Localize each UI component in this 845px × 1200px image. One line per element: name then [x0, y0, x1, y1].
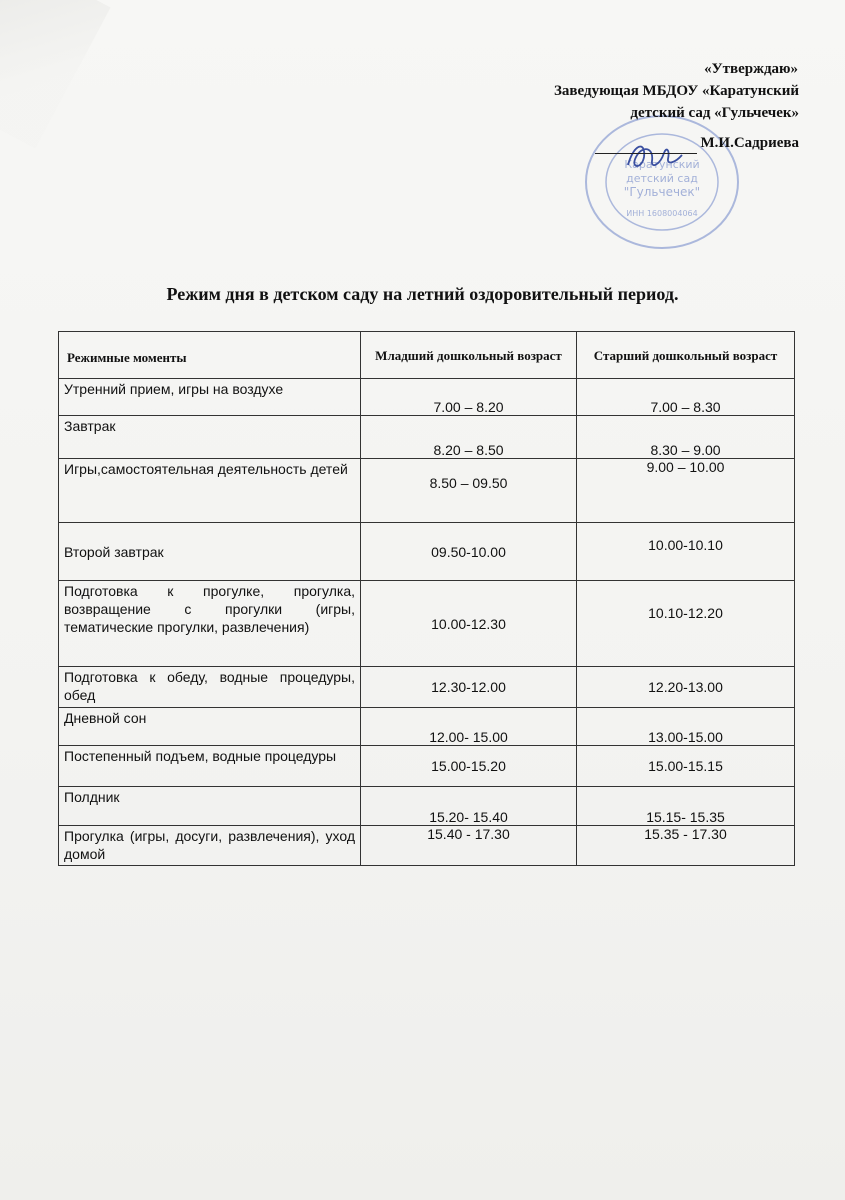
row-junior-time: 15.40 - 17.30 [361, 826, 577, 866]
row-moment: Игры,самостоятельная деятельность детей [59, 459, 361, 523]
row-moment: Постепенный подъем, водные процедуры [59, 746, 361, 787]
row-senior-time: 13.00-15.00 [577, 708, 795, 746]
schedule-table [58, 331, 795, 866]
row-moment: Дневной сон [59, 708, 361, 746]
row-senior-time: 15.35 - 17.30 [577, 826, 795, 866]
row-senior-time: 7.00 – 8.30 [577, 379, 795, 416]
row-senior-time: 12.20-13.00 [577, 667, 795, 708]
approval-heading: «Утверждаю» [704, 61, 798, 77]
page-fold-shadow [0, 0, 111, 149]
table-row [59, 523, 795, 581]
table-row [59, 459, 795, 523]
row-moment: Подготовка к прогулке, прогулка, возвращение с прогулки (игры, тематические прогулки, развлечения) [59, 581, 361, 667]
row-senior-time: 9.00 – 10.00 [577, 459, 795, 523]
row-junior-time: 12.00- 15.00 [361, 708, 577, 746]
row-moment: Второй завтрак [59, 523, 361, 581]
stamp-line2: детский сад [626, 172, 698, 185]
row-moment: Завтрак [59, 416, 361, 459]
row-junior-time: 12.30-12.00 [361, 667, 577, 708]
header-senior: Старший дошкольный возраст [577, 332, 795, 379]
table-row [59, 379, 795, 416]
row-senior-time: 10.00-10.10 [577, 523, 795, 581]
stamp-line3: "Гульчечек" [623, 185, 701, 199]
table-row [59, 826, 795, 866]
row-moment: Подготовка к обеду, водные процедуры, обед [59, 667, 361, 708]
stamp-inn: ИНН 1608004064 [626, 209, 698, 218]
approval-block [554, 58, 799, 154]
row-junior-time: 7.00 – 8.20 [361, 379, 577, 416]
row-junior-time: 15.00-15.20 [361, 746, 577, 787]
table-row [59, 787, 795, 826]
row-junior-time: 15.20- 15.40 [361, 787, 577, 826]
table-row [59, 667, 795, 708]
approval-signatory: М.И.Садриева [700, 135, 799, 151]
row-junior-time: 8.20 – 8.50 [361, 416, 577, 459]
header-junior: Младший дошкольный возраст [361, 332, 577, 379]
approval-position-line1: Заведующая МБДОУ «Каратунский [554, 83, 799, 99]
signature-line [595, 139, 697, 154]
row-moment: Прогулка (игры, досуги, развлечения), уход домой [59, 826, 361, 866]
row-senior-time: 15.00-15.15 [577, 746, 795, 787]
document-title: Режим дня в детском саду на летний оздоровительный период. [166, 284, 679, 304]
row-moment: Утренний прием, игры на воздухе [59, 379, 361, 416]
table-row [59, 581, 795, 667]
row-junior-time: 09.50-10.00 [361, 523, 577, 581]
table-row [59, 746, 795, 787]
approval-position-line2: детский сад «Гульчечек» [630, 105, 799, 121]
row-moment: Полдник [59, 787, 361, 826]
row-senior-time: 10.10-12.20 [577, 581, 795, 667]
table-row [59, 416, 795, 459]
table-row [59, 708, 795, 746]
table-header-row [59, 332, 795, 379]
row-junior-time: 10.00-12.30 [361, 581, 577, 667]
row-junior-time: 8.50 – 09.50 [361, 459, 577, 523]
stamp-line1: Каратунский [624, 158, 700, 171]
row-senior-time: 15.15- 15.35 [577, 787, 795, 826]
header-moments: Режимные моменты [59, 332, 361, 379]
row-senior-time: 8.30 – 9.00 [577, 416, 795, 459]
